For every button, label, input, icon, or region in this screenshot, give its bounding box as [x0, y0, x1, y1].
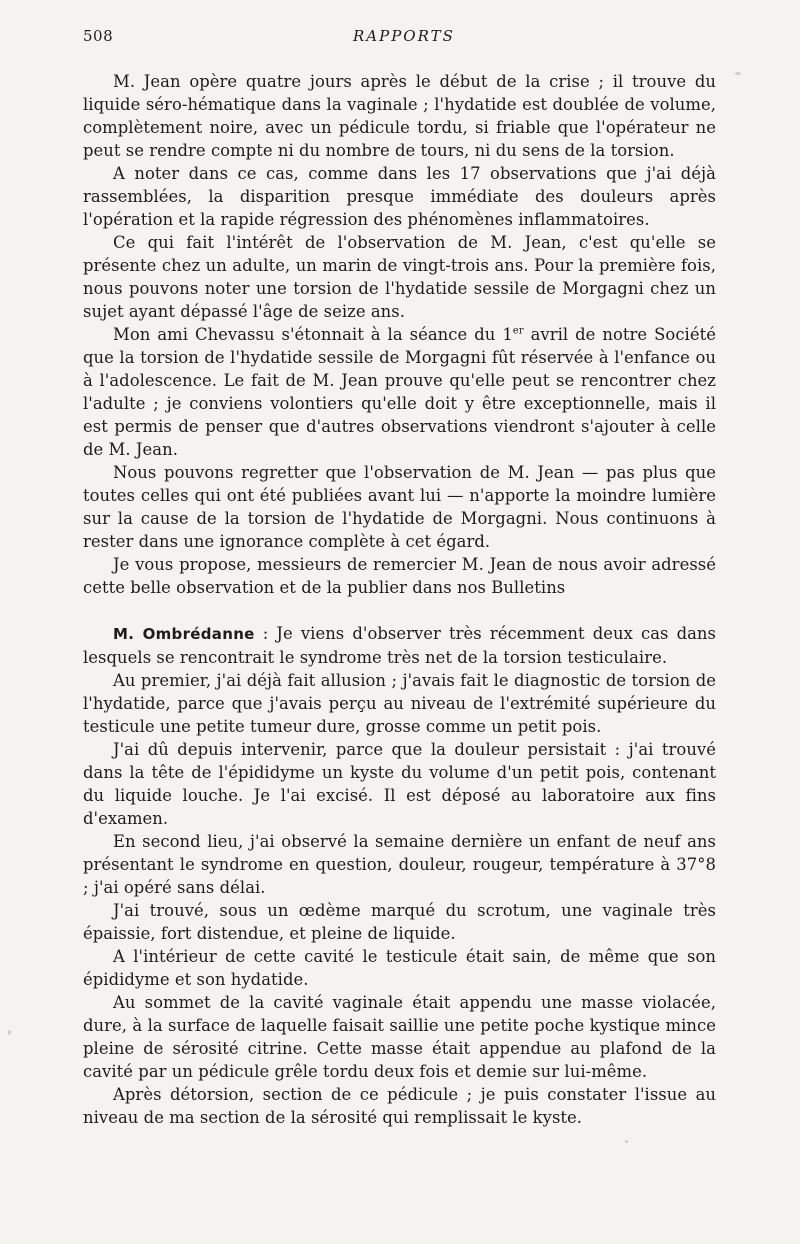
- paper-speck: [735, 72, 741, 75]
- paragraph: [83, 622, 716, 669]
- paragraph: Au sommet de la cavité vaginale était appendu une masse violacée, dure, à la surface de laquelle faisait saillie une petite poche kystique mince pleine de sérosité citrine. Cette masse était appendue au plafond de la cavité par un pédicule grêle tordu deux fois et demie sur lui-même.: [83, 993, 716, 1081]
- paragraph: J'ai trouvé, sous un œdème marqué du scrotum, une vaginale très épaissie, fort distendue, et pleine de liquide.: [83, 901, 716, 943]
- superscript: er: [512, 325, 524, 337]
- paragraph: Nous pouvons regretter que l'observation de M. Jean — pas plus que toutes celles qui ont été publiées avant lui — n'apporte la moindre lumière sur la cause de la torsion de l'hydatide de Morgagni. Nous continuons à rester dans une ignorance complète à cet égard.: [83, 463, 716, 551]
- paper-speck: [8, 1030, 11, 1035]
- body-text: [83, 70, 716, 1129]
- paragraph: En second lieu, j'ai observé la semaine dernière un enfant de neuf ans présentant le syndrome en question, douleur, rougeur, température à 37°8 ; j'ai opéré sans délai.: [83, 832, 716, 897]
- paper-speck: [625, 1140, 628, 1143]
- paragraph: A l'intérieur de cette cavité le testicule était sain, de même que son épididyme et son hydatide.: [83, 947, 716, 989]
- discussion-section: [83, 622, 716, 1129]
- paragraph-text: Mon ami Chevassu s'étonnait à la séance du 1: [113, 325, 513, 344]
- paragraph-text: avril de notre Société que la torsion de l'hydatide sessile de Morgagni fût réservée à l'enfance ou à l'adolescence. Le fait de M. Jean prouve qu'elle peut se rencontrer chez l'adulte ; je conviens volontiers qu'elle doit y être exceptionnelle, mais il est permis de penser que d'autres observations viendront s'ajouter à celle de M. Jean.: [83, 325, 716, 459]
- paragraph: Je vous propose, messieurs de remercier M. Jean de nous avoir adressé cette belle observation et de la publier dans nos Bulletins: [83, 555, 716, 597]
- paragraph-text: : Je viens d'observer très récemment deux cas dans lesquels se rencontrait le syndrome très net de la torsion testiculaire.: [83, 624, 717, 667]
- speaker-name: M. Ombrédanne: [113, 625, 255, 643]
- paragraph: M. Jean opère quatre jours après le début de la crise ; il trouve du liquide séro-hématique dans la vaginale ; l'hydatide est doublée de volume, complètement noire, avec un pédicule tordu, si friable que l'opérateur ne peut se rendre compte ni du nombre de tours, ni du sens de la torsion.: [83, 72, 716, 160]
- rapport-section: [83, 70, 716, 599]
- running-head: RAPPORTS: [353, 27, 455, 45]
- paragraph: Au premier, j'ai déjà fait allusion ; j'avais fait le diagnostic de torsion de l'hydatide, parce que j'avais perçu au niveau de l'extrémité supérieure du testicule une petite tumeur dure, grosse comme un petit pois.: [83, 671, 716, 736]
- page-header: [83, 27, 716, 51]
- paragraph: Ce qui fait l'intérêt de l'observation de M. Jean, c'est qu'elle se présente chez un adulte, un marin de vingt-trois ans. Pour la première fois, nous pouvons noter une torsion de l'hydatide sessile de Morgagni chez un sujet ayant dépassé l'âge de seize ans.: [83, 233, 716, 321]
- paragraph: A noter dans ce cas, comme dans les 17 observations que j'ai déjà rassemblées, la disparition presque immédiate des douleurs après l'opération et la rapide régression des phénomènes inflammatoires.: [83, 164, 716, 229]
- paragraph: Après détorsion, section de ce pédicule ; je puis constater l'issue au niveau de ma section de la sérosité qui remplissait le kyste.: [83, 1085, 716, 1127]
- paragraph: J'ai dû depuis intervenir, parce que la douleur persistait : j'ai trouvé dans la tête de l'épididyme un kyste du volume d'un petit pois, contenant du liquide louche. Je l'ai excisé. Il est déposé au laboratoire aux fins d'examen.: [83, 740, 716, 828]
- page-number: 508: [83, 27, 114, 45]
- paragraph: [83, 323, 716, 461]
